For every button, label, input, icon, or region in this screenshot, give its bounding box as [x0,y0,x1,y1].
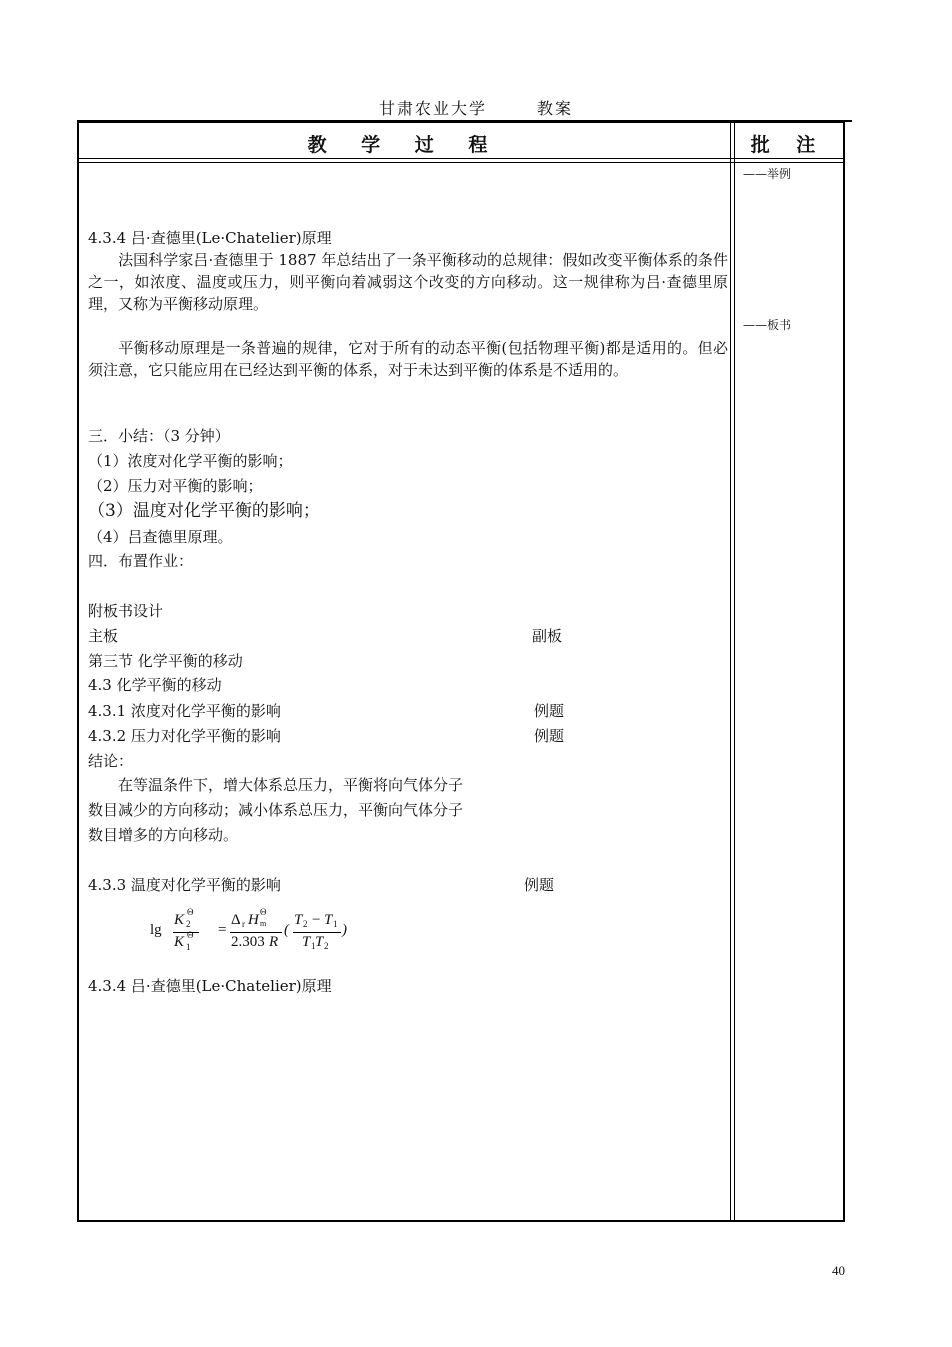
sub-board-label: 副板 [532,627,563,645]
conclusion-line: 数目增多的方向移动。 [88,826,239,844]
fraction-bar [173,932,199,933]
summary-item: （2）压力对平衡的影响； [88,477,263,495]
formula-k1-sub: 1 [186,942,191,952]
column-header-process: 教 学 过 程 [307,134,502,156]
formula-t1-sub: 1 [311,941,316,951]
formula-k1: K [174,934,185,950]
formula-theta: Θ [187,930,194,940]
formula-delta: Δ [231,912,241,928]
main-board-label: 主板 [88,627,119,645]
column-header-notes: 批 注 [750,134,826,156]
document-type: 教案 [537,99,574,118]
column-separator [730,123,735,1220]
subsection-432: 4.3.2 压力对化学平衡的影响 [88,727,281,745]
formula-denominator: 2.303 [231,934,265,950]
formula-h: H [248,912,259,928]
formula-t2-sub: 2 [303,919,308,929]
section-434-title-repeat: 4.3.4 吕·查德里(Le·Chatelier)原理 [88,977,332,995]
conclusion-line: 数目减少的方向移动；减小体系总压力，平衡向气体分子 [88,801,464,819]
formula-t1: T [302,934,311,950]
formula-r-sub: r [242,919,245,929]
formula-equals: = [218,922,227,938]
formula-theta: Θ [260,907,267,917]
formula-m-sub: m [260,919,267,928]
side-note-example: ——举例 [743,167,792,181]
formula-k2: K [174,912,185,928]
formula-t2: T [315,934,324,950]
university-name: 甘肃农业大学 [378,99,487,118]
example-label: 例题 [534,702,565,720]
formula-lparen: ( [284,922,289,938]
homework-title: 四．布置作业： [88,552,194,570]
side-note-board: ——板书 [743,318,792,332]
subsection-431: 4.3.1 浓度对化学平衡的影响 [88,702,281,720]
formula-minus: − [312,912,321,928]
page-number: 40 [832,1263,845,1278]
header-separator [79,158,843,163]
summary-item: （4）吕查德里原理。 [88,528,233,546]
example-label: 例题 [524,876,555,894]
section-title: 第三节 化学平衡的移动 [88,652,243,670]
formula-theta: Θ [187,907,194,917]
subsection-43: 4.3 化学平衡的移动 [88,676,222,694]
formula-t1: T [324,912,333,928]
summary-item: （1）浓度对化学平衡的影响； [88,452,293,470]
fraction-bar [230,932,282,933]
summary-title: 三．小结：（3 分钟） [88,427,230,445]
formula-r: R [269,934,279,950]
board-design-title: 附板书设计 [88,602,164,620]
conclusion-line: 在等温条件下，增大体系总压力，平衡将向气体分子 [118,776,464,794]
section-434-title: 4.3.4 吕·查德里(Le·Chatelier)原理 [88,229,332,247]
formula-k2-sub: 2 [186,919,191,929]
fraction-bar [293,932,341,933]
subsection-433: 4.3.3 温度对化学平衡的影响 [88,876,281,894]
formula-t2-sub: 2 [324,941,329,951]
formula-t2: T [294,912,303,928]
formula-rparen: ) [342,922,347,938]
formula-t1-sub: 1 [333,919,338,929]
section-434-paragraph-1: 法国科学家吕·查德里于 1887 年总结出了一条平衡移动的总规律：假如改变平衡体系的条件之一，如浓度、温度或压力，则平衡向着减弱这个改变的方向移动。这一规律称为吕·查德里原理，又称为平衡移动原理。 [88,251,728,313]
document-header [0,96,952,119]
formula-lg: lg [150,922,162,938]
summary-item: （3）温度对化学平衡的影响； [88,501,320,521]
example-label: 例题 [534,727,565,745]
conclusion-label: 结论： [88,752,134,770]
section-434-paragraph-2: 平衡移动原理是一条普遍的规律，它对于所有的动态平衡(包括物理平衡)都是适用的。但必须注意，它只能应用在已经达到平衡的体系，对于未达到平衡的体系是不适用的。 [88,339,728,379]
